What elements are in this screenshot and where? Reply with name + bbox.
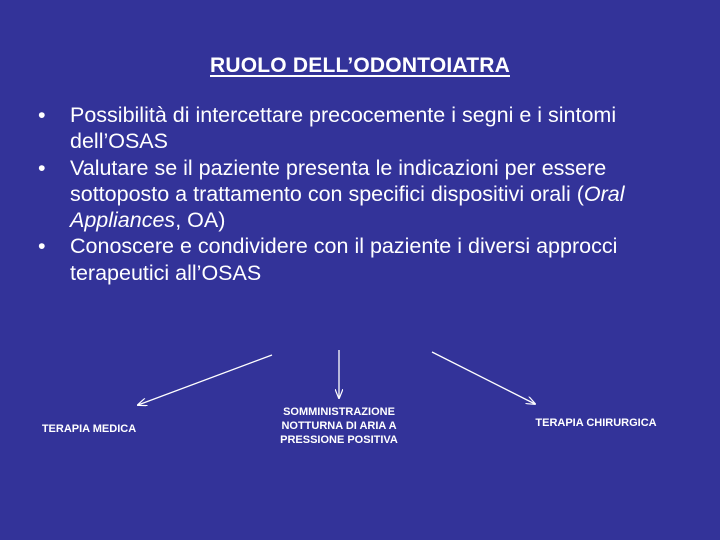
bullet-text: Conoscere e condividere con il paziente i diversi approcci terapeutici all’OSAS <box>70 234 618 285</box>
therapy-surgical-label: TERAPIA CHIRURGICA <box>535 417 657 429</box>
bullet-text-end: , OA) <box>175 208 226 233</box>
arrow-left <box>138 355 272 405</box>
slide-title: RUOLO DELL’ODONTOIATRA <box>210 54 510 77</box>
bullet-icon: • <box>38 103 46 127</box>
bullet-text-italic: Oral Appliances <box>70 181 625 233</box>
bullet-icon: • <box>38 155 46 180</box>
bullet-text-start: Valutare se il paziente presenta le indicazioni per essere sottoposto a trattamento con specifici dispositivi orali ( <box>70 155 607 206</box>
therapy-cpap-label: SOMMINISTRAZIONE NOTTURNA DI ARIA A PRESSIONE POSITIVA <box>280 406 398 446</box>
therapy-medical-label: TERAPIA MEDICA <box>41 423 137 435</box>
arrow-right <box>432 352 535 404</box>
bullet-text: Possibilità di intercettare precocemente i segni e i sintomi dell’OSAS <box>70 103 617 154</box>
bullet-icon: • <box>38 234 46 259</box>
